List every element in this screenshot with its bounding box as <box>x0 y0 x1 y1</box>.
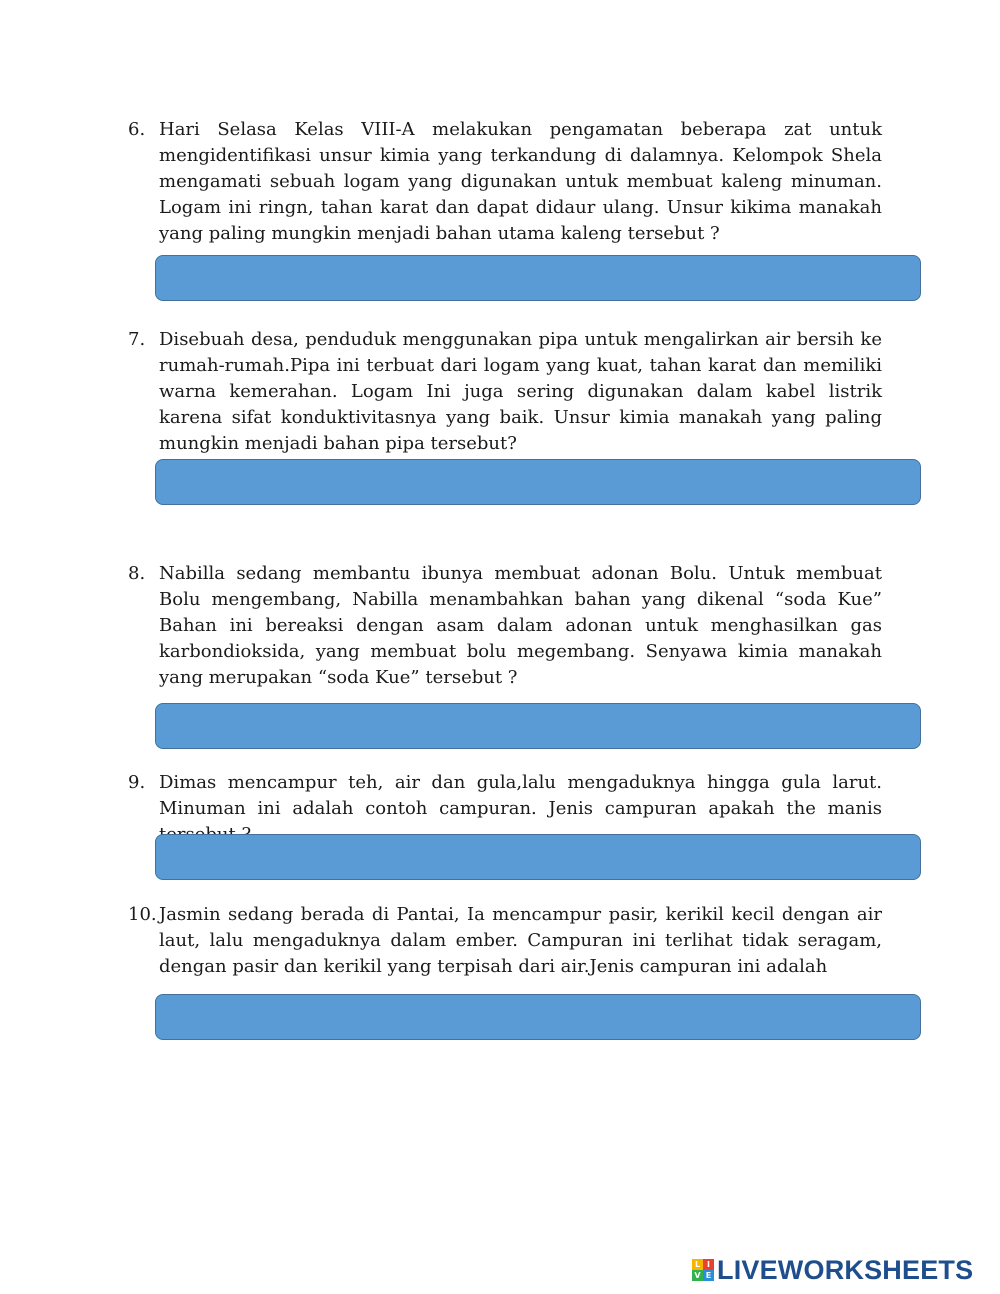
answer-input-8[interactable] <box>155 703 921 749</box>
question-text: Dimas mencampur teh, air dan gula,lalu mengaduknya hingga gula larut. Minuman ini adalah contoh campuran. Jenis campuran apakah the manis <box>159 772 882 819</box>
answer-input-9[interactable] <box>155 834 921 880</box>
answer-input-10[interactable] <box>155 994 921 1040</box>
answer-input-7[interactable] <box>155 459 921 505</box>
answer-input-6[interactable] <box>155 255 921 301</box>
question-number: 7. <box>128 329 146 350</box>
logo-letter: V <box>692 1270 703 1281</box>
question-text: Hari Selasa Kelas VIII-A melakukan pengamatan beberapa zat untuk mengidentifikasi unsur kimia yang terkandung di dalamnya. Kelompok Shela mengamati sebuah logam yang digunakan untuk membuat kaleng minuman. Logam ini ringn, tahan karat dan dapat didaur ulang. Unsur kikima manakah yang paling mungkin menjadi bahan utama kaleng tersebut ? <box>159 119 882 244</box>
question-number: 10. <box>128 904 157 925</box>
question-text: Jasmin sedang berada di Pantai, Ia mencampur pasir, kerikil kecil dengan air laut, lalu mengaduknya dalam ember. Campuran ini terlihat tidak seragam, dengan pasir dan kerikil yang terpisah dari air.Jenis campuran ini adalah <box>159 904 882 977</box>
question-text: Disebuah desa, penduduk menggunakan pipa untuk mengalirkan air bersih ke rumah-rumah.Pipa ini terbuat dari logam yang kuat, tahan karat dan memiliki warna kemerahan. Logam Ini juga sering digunakan dalam kabel listrik karena sifat konduktivitasnya yang baik. Unsur kimia manakah yang paling mungkin menjadi bahan pipa tersebut? <box>159 329 882 454</box>
liveworksheets-logo-icon <box>692 1259 714 1281</box>
logo-letter: L <box>692 1259 703 1270</box>
question-number: 8. <box>128 563 146 584</box>
logo-letter: I <box>703 1259 714 1270</box>
question-text: Nabilla sedang membantu ibunya membuat adonan Bolu. Untuk membuat Bolu mengembang, Nabilla menambahkan bahan yang dikenal “soda Kue” Bahan ini bereaksi dengan asam dalam adonan untuk menghasilkan gas karbondioksida, yang membuat bolu megembang. Senyawa kimia manakah yang merupakan “soda Kue” tersebut ? <box>159 563 882 688</box>
brand-name: LIVEWORKSHEETS <box>717 1255 974 1285</box>
logo-letter: E <box>703 1270 714 1281</box>
question-number: 9. <box>128 772 146 793</box>
liveworksheets-brand <box>692 1256 973 1284</box>
question-number: 6. <box>128 119 146 140</box>
